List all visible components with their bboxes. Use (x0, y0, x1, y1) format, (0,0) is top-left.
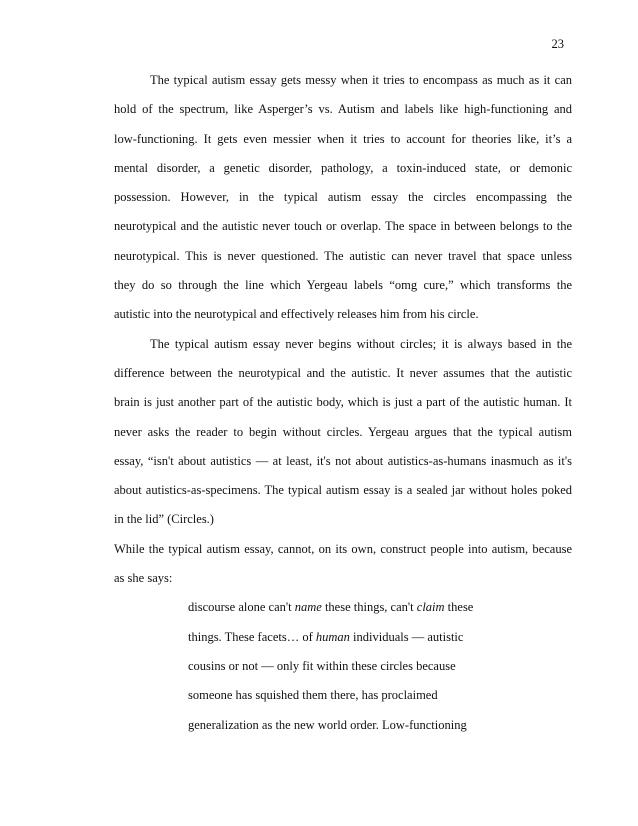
text-line: as she says: (114, 571, 173, 586)
quote-text: discourse alone can't (188, 600, 295, 615)
text-line: in the lid” (Circles.) (114, 512, 214, 527)
text-line: they do so through the line which Yergeau labels “omg cure,” which transforms the (114, 278, 572, 293)
text-line: neurotypical and the autistic never touch or overlap. The space in between belongs to the (114, 219, 572, 234)
quote-emphasis: human (315, 629, 350, 644)
quote-line: generalization as the new world order. Low-functioning (188, 717, 467, 732)
text-line: about autistics-as-specimens. The typical autism essay is a sealed jar without holes poked (114, 483, 572, 498)
quote-text: things. These facets… of (188, 629, 316, 644)
quote-text: these (444, 600, 474, 615)
text-line: autistic into the neurotypical and effectively releases him from his circle. (114, 307, 479, 322)
quote-line (114, 593, 572, 622)
text-line: hold of the spectrum, like Asperger’s vs. Autism and labels like high-functioning and (114, 102, 572, 117)
text-line: essay, “isn't about autistics — at least, it's not about autistics-as-humans inasmuch as it's (114, 453, 572, 468)
paragraph-1 (114, 66, 572, 330)
text-line: neurotypical. This is never questioned. The autistic can never travel that space unless (114, 248, 572, 263)
page-number: 23 (551, 37, 564, 51)
quote-emphasis: claim (416, 600, 445, 615)
quote-text: these things, can't (321, 600, 417, 615)
block-quote (114, 593, 572, 739)
text-line: While the typical autism essay, cannot, on its own, construct people into autism, because (114, 541, 572, 556)
quote-line: someone has squished them there, has proclaimed (188, 688, 438, 703)
text-line: possession. However, in the typical autism essay the circles encompassing the (114, 190, 572, 205)
text-line: low-functioning. It gets even messier when it tries to account for theories like, it’s a (114, 131, 572, 146)
text-line: The typical autism essay gets messy when it tries to encompass as much as it can (150, 73, 572, 87)
paragraph-2 (114, 330, 572, 535)
text-line: never asks the reader to begin without circles. Yergeau argues that the typical autism (114, 424, 572, 439)
text-line: mental disorder, a genetic disorder, pathology, a toxin-induced state, or demonic (114, 160, 572, 175)
paragraph-3 (114, 535, 572, 594)
quote-emphasis: name (294, 600, 322, 615)
quote-text: individuals — autistic (349, 629, 464, 644)
text-line: difference between the neurotypical and the autistic. It never assumes that the autistic (114, 365, 572, 380)
quote-line: cousins or not — only fit within these circles because (188, 658, 456, 673)
text-line: brain is just another part of the autistic body, which is just a part of the autistic human. It (114, 395, 572, 410)
body-text (114, 66, 572, 740)
quote-line (114, 623, 572, 652)
text-line: The typical autism essay never begins without circles; it is always based in the (150, 336, 572, 351)
